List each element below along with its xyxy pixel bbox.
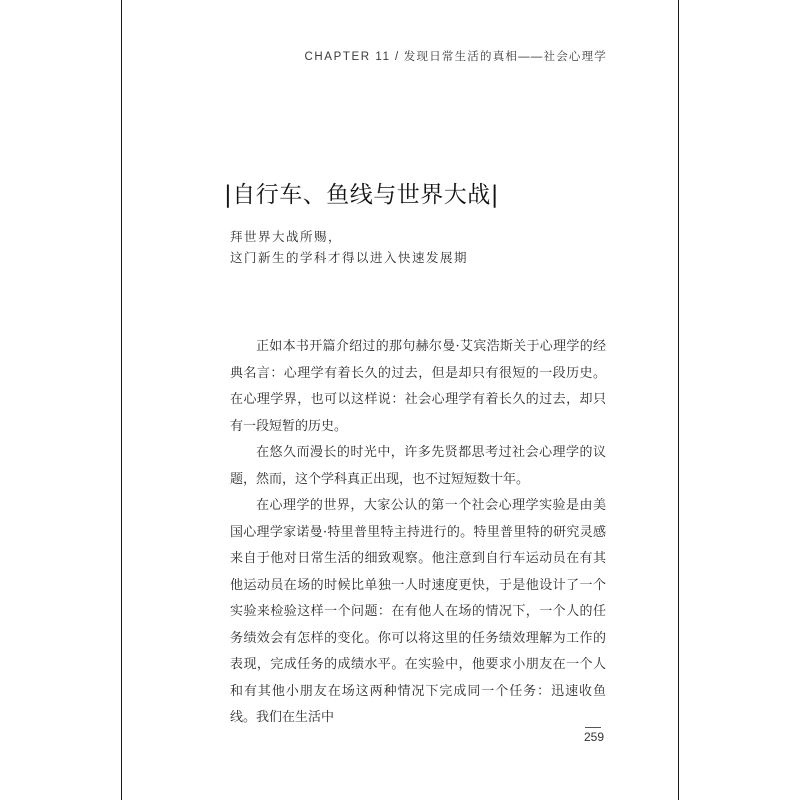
page-number: 259 — [583, 730, 605, 744]
body-paragraph: 正如本书开篇介绍过的那句赫尔曼·艾宾浩斯关于心理学的经典名言：心理学有着长久的过去，但是却只有很短的一段历史。在心理学界，也可以这样说：社会心理学有着长久的过去，却只有一段短暂的历史。 — [230, 339, 606, 434]
running-header — [304, 48, 607, 64]
section-title-bar-left: | — [224, 182, 233, 208]
body-paragraph: 在心理学的世界，大家公认的第一个社会心理学实验是由美国心理学家诺曼·特里普里特主持进行的。特里普里特的研究灵感来自于他对日常生活的细致观察。他注意到自行车运动员在有其他运动员在场的时候比单独一人时速度更快，于是他设计了一个实验来检验这样一个问题：在有他人在场的情况下，一个人的任务绩效会有怎样的变化。你可以将这里的任务绩效理解为工作的表现，完成任务的成绩水平。在实验中，他要求小朋友在一个人和有其他小朋友在场这两种情况下完成同一个任务：迅速收鱼线。我们在生活中 — [230, 498, 606, 725]
epigraph-line: 拜世界大战所赐， — [230, 229, 343, 244]
header-separator: / — [394, 51, 400, 63]
body-paragraph: 在悠久而漫长的时光中，许多先贤都思考过社会心理学的议题，然而，这个学科真正出现，也不过短短数十年。 — [230, 445, 606, 487]
section-title-text: 自行车、鱼线与世界大战 — [232, 182, 491, 208]
page-number-rule — [585, 727, 601, 728]
chapter-label: CHAPTER 11 — [304, 51, 391, 63]
epigraph — [230, 226, 468, 268]
body-text — [230, 334, 606, 732]
section-title — [224, 176, 499, 209]
epigraph-line: 这门新生的学科才得以进入快速发展期 — [230, 250, 469, 265]
section-title-bar-right: | — [490, 182, 499, 208]
book-page — [121, 0, 679, 800]
chapter-title: 发现日常生活的真相——社会心理学 — [403, 51, 607, 63]
